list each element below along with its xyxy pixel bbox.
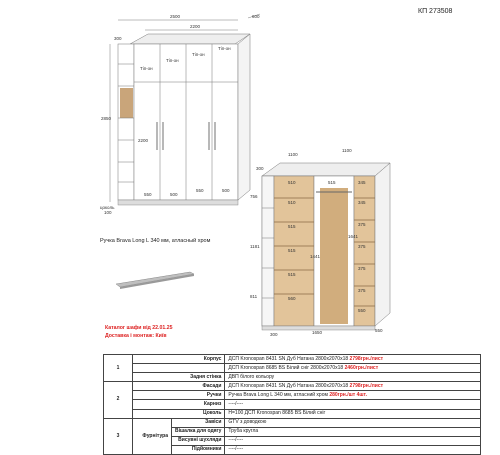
table-row: Ручки Ручка Brava Long L 340 мм, атласний хром 280грн./шт 4шт. [104, 391, 481, 400]
door-label-3: Тіп-он [192, 52, 205, 57]
dim-mid-h: 1441 [310, 254, 321, 259]
dim-height: 2850 [101, 116, 112, 121]
table-row: Задня стінка ДВП білого кольору [104, 373, 481, 382]
dim-bottom-right: 550 [375, 328, 383, 333]
interior-view-drawing [250, 148, 400, 338]
dim-left-h3: 811 [250, 294, 258, 299]
table-row: 2 Фасади ДСП Kronospan 8431 SN Дуб Натана 2800х2070х18 2798грн./лист [104, 382, 481, 391]
dim-door-bottom-1: 550 [144, 192, 152, 197]
handle-caption: Ручка Brava Long L 340 мм, атласный хром [100, 238, 211, 244]
shelf-label-5: 515 [288, 224, 296, 229]
shelf-label-3: 345 [358, 180, 366, 185]
dim-bottom-mid: 1650 [312, 330, 323, 335]
dim-right-h: 1641 [348, 234, 359, 239]
catalog-date: Каталог шафи від 22.01.25 [105, 325, 173, 331]
dim-depth: 600 [252, 14, 260, 19]
materials-table [103, 354, 481, 455]
dim-right-top: 1100 [342, 148, 352, 153]
dim-plinth-value: 100 [104, 210, 112, 215]
shelf-label-12: 375 [358, 288, 366, 293]
table-row: Висувні шухляди ----/---- [104, 436, 481, 445]
shelf-label-8: 515 [288, 272, 296, 277]
shelf-label-6: 515 [288, 248, 296, 253]
table-row: Підйомники ----/---- [104, 445, 481, 454]
table-row: Цоколь Н=100 ДСП Kronospan 8685 BS Білий сніг [104, 409, 481, 418]
door-label-1: Тіп-он [140, 66, 153, 71]
dim-left-h1: 756 [250, 194, 258, 199]
table-row: Вішалка для одягу Труба кругла [104, 427, 481, 436]
dim-left-h2: 1181 [250, 244, 260, 249]
table-row: 3 Фурнітура Завіси GTV з доводкою [104, 418, 481, 427]
dim-side-top: 300 [114, 36, 122, 41]
dim-left-top: 1100 [288, 152, 298, 157]
door-label-4: Тіп-он [218, 46, 231, 51]
dim-total-width: 2500 [170, 14, 181, 19]
dim-door-bottom-4: 500 [222, 188, 230, 193]
dim-front-width: 2200 [190, 24, 201, 29]
shelf-label-10: 375 [358, 244, 366, 249]
dim-depth-top: 300 [256, 166, 264, 171]
shelf-label-14: 550 [358, 308, 366, 313]
table-row: Карниз ----/---- [104, 400, 481, 409]
table-row: ДСП Kronospan 8685 BS Білий сніг 2800х2070х18 2460грн./лист [104, 364, 481, 373]
dim-door-bottom-3: 550 [196, 188, 204, 193]
shelf-label-9: 375 [358, 222, 366, 227]
delivery-info: Доставка і монтаж: Київ [105, 333, 167, 339]
door-label-2: Тіп-он [166, 58, 179, 63]
shelf-label-1: 510 [288, 180, 296, 185]
dim-plinth-label: цоколь [100, 205, 115, 210]
shelf-label-4: 510 [288, 200, 296, 205]
shelf-label-2: 515 [328, 180, 336, 185]
dim-door-bottom-2: 500 [170, 192, 178, 197]
shelf-label-7: 345 [358, 200, 366, 205]
table-row: 1 Корпус ДСП Kronospan 8431 SN Дуб Натана 2800х2070х18 2798грн./лист [104, 355, 481, 364]
handle-image [112, 262, 197, 292]
project-code: КП 273508 [418, 8, 453, 15]
dim-door-height: 2200 [138, 138, 149, 143]
dim-bottom-left: 300 [270, 332, 278, 337]
shelf-label-13: 560 [288, 296, 296, 301]
shelf-label-11: 375 [358, 266, 366, 271]
